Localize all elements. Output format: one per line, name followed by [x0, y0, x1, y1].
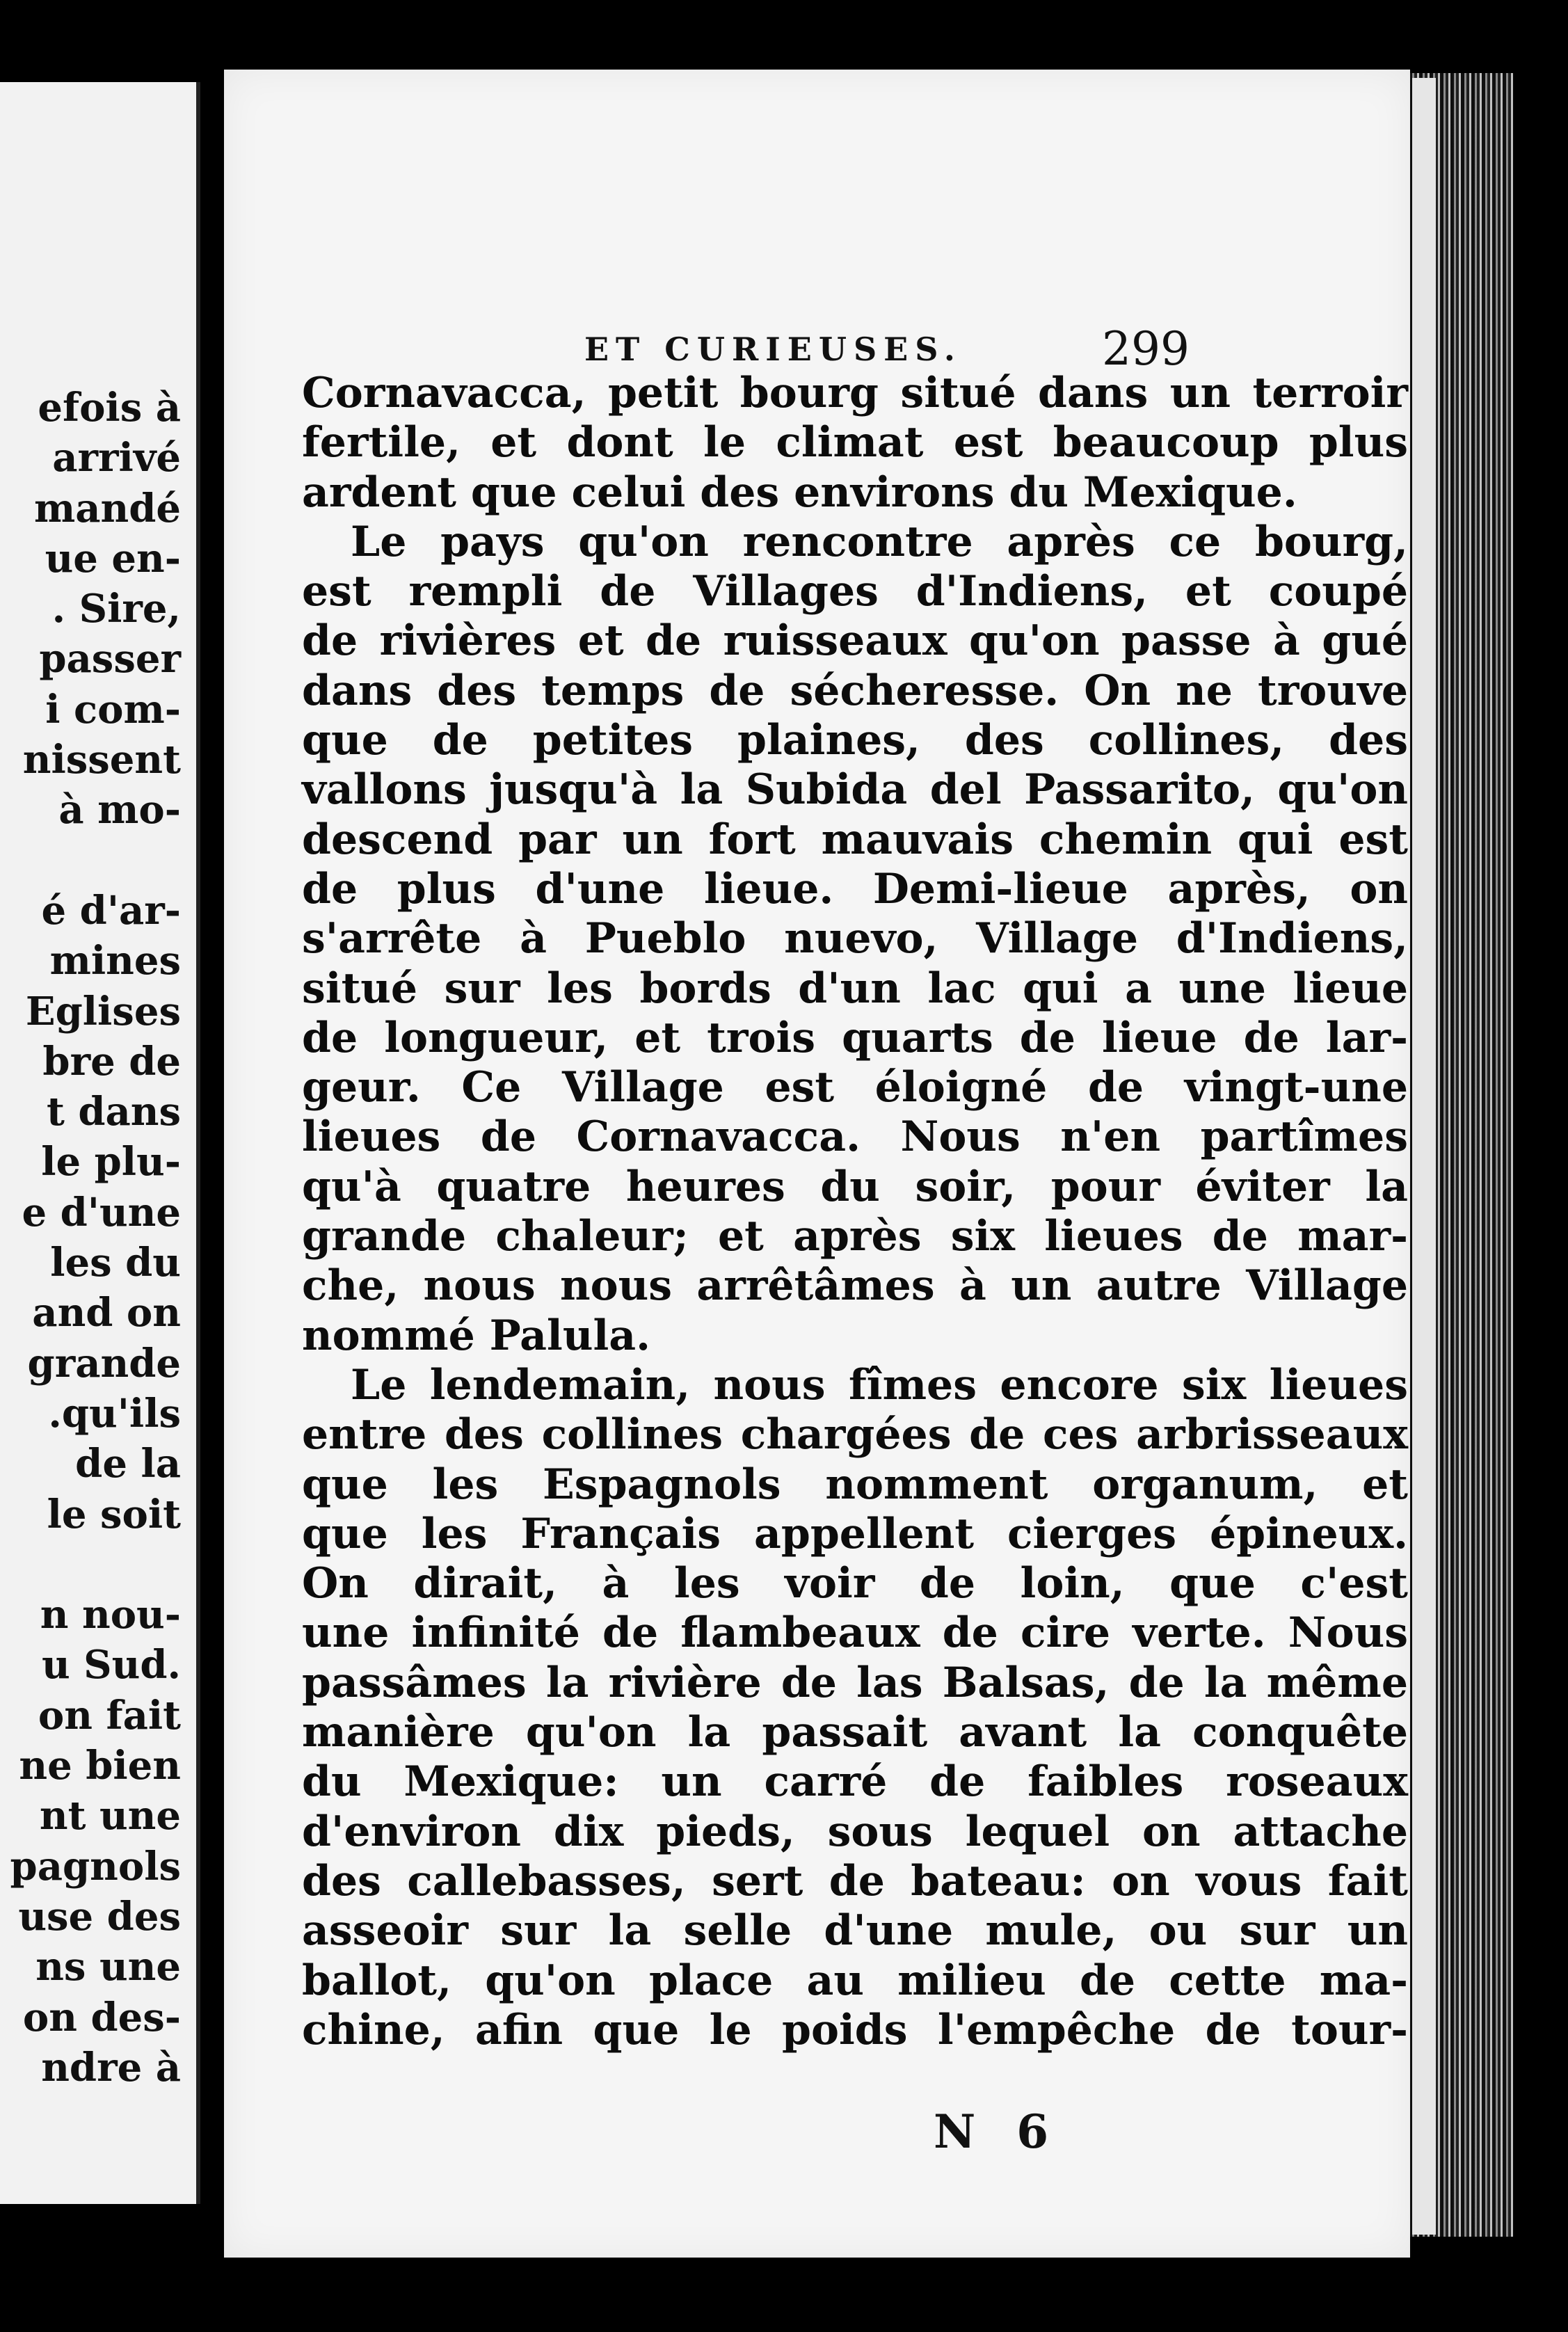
- left-page-line: le soit: [47, 1491, 181, 1538]
- left-page-line: on fait: [38, 1692, 181, 1739]
- text-line: On dirait, à les voir de loin, que c'est: [302, 1559, 1408, 1608]
- signature-mark: N 6: [934, 2105, 1062, 2159]
- text-line: Cornavacca, petit bourg situé dans un terroir: [302, 369, 1408, 417]
- left-page-line: use des: [18, 1893, 181, 1940]
- left-page-line: and on: [32, 1290, 181, 1336]
- left-page-line: nissent: [22, 737, 181, 783]
- text-line: une infinité de flambeaux de cire verte. Nous: [302, 1608, 1408, 1658]
- left-page-line: nt une: [39, 1793, 181, 1839]
- main-page: [224, 70, 1410, 2258]
- text-line: entre des collines chargées de ces arbrisseaux: [302, 1410, 1408, 1460]
- left-page-line: ndre à: [41, 2044, 181, 2091]
- text-line: dans des temps de sécheresse. On ne trouve: [302, 666, 1408, 715]
- left-page-line: on des-: [22, 1994, 181, 2040]
- left-page-line: é d'ar-: [41, 887, 181, 934]
- left-page-line: i com-: [45, 686, 181, 733]
- left-page-line: arrivé: [52, 435, 181, 481]
- left-page-line: à mo-: [58, 787, 181, 833]
- text-line: de longueur, et trois quarts de lieue de lar-: [302, 1013, 1408, 1062]
- text-line: fertile, et dont le climat est beaucoup plus: [302, 418, 1408, 468]
- left-page-line: le plu-: [41, 1139, 181, 1185]
- left-page-line: grande: [27, 1340, 181, 1387]
- text-line: passâmes la rivière de las Balsas, de la même: [302, 1658, 1408, 1707]
- text-line: que de petites plaines, des collines, des: [302, 716, 1408, 765]
- page-number: 299: [1102, 322, 1190, 376]
- text-line: que les Français appellent cierges épineux.: [302, 1509, 1408, 1558]
- text-line: chine, afin que le poids l'empêche de tour-: [302, 2005, 1408, 2054]
- left-page-line: e d'une: [22, 1189, 181, 1236]
- left-page-line: [10, 836, 181, 886]
- text-line: situé sur les bords d'un lac qui a une lieue: [302, 964, 1408, 1013]
- text-line: de plus d'une lieue. Demi-lieue après, on: [302, 864, 1408, 913]
- page-edge-paper: [1412, 78, 1436, 2235]
- text-line: que les Espagnols nomment organum, et: [302, 1460, 1408, 1509]
- text-line: d'environ dix pieds, sous lequel on attache: [302, 1807, 1408, 1856]
- left-page-line: ue en-: [45, 535, 181, 582]
- text-line: lieues de Cornavacca. Nous n'en partîmes: [302, 1112, 1408, 1162]
- text-line: geur. Ce Village est éloigné de vingt-une: [302, 1063, 1408, 1112]
- left-page-line: [10, 1540, 181, 1590]
- left-page-line: ns une: [35, 1944, 181, 1990]
- left-page-line: mandé: [33, 485, 181, 532]
- left-page-line: Eglises: [25, 988, 181, 1035]
- text-line: che, nous nous arrêtâmes à un autre Village: [302, 1261, 1408, 1311]
- text-line: ardent que celui des environs du Mexique.: [302, 468, 1297, 517]
- text-line: grande chaleur; et après six lieues de mar-: [302, 1212, 1408, 1261]
- text-line: descend par un fort mauvais chemin qui est: [302, 815, 1408, 864]
- left-page-line: ne bien: [19, 1743, 181, 1789]
- left-page-line: efois à: [38, 385, 181, 431]
- text-line: ballot, qu'on place au milieu de cette ma-: [302, 1956, 1408, 2005]
- left-page-fragment: [0, 82, 200, 2204]
- left-page-line: mines: [49, 938, 181, 984]
- left-page-line: de la: [75, 1441, 181, 1487]
- left-page-text: [10, 383, 181, 2093]
- text-line: est rempli de Villages d'Indiens, et coupé: [302, 567, 1408, 616]
- text-line: vallons jusqu'à la Subida del Passarito, qu'on: [302, 765, 1408, 815]
- text-line: s'arrête à Pueblo nuevo, Village d'Indiens,: [302, 914, 1408, 964]
- left-page-line: les du: [50, 1240, 181, 1286]
- left-page-line: t dans: [46, 1089, 181, 1135]
- text-line: du Mexique: un carré de faibles roseaux: [302, 1757, 1408, 1807]
- running-head: ET CURIEUSES.: [584, 330, 962, 368]
- left-page-line: passer: [39, 636, 181, 682]
- left-page-line: pagnols: [10, 1843, 181, 1890]
- text-line: qu'à quatre heures du soir, pour éviter la: [302, 1162, 1408, 1211]
- text-line: manière qu'on la passait avant la conquête: [302, 1708, 1408, 1757]
- left-page-line: . Sire,: [51, 586, 181, 632]
- text-line: Le lendemain, nous fîmes encore six lieues: [351, 1360, 1408, 1409]
- left-page-line: .qu'ils: [48, 1390, 181, 1437]
- text-line: asseoir sur la selle d'une mule, ou sur un: [302, 1906, 1408, 1956]
- text-line: de rivières et de ruisseaux qu'on passe à gué: [302, 616, 1408, 666]
- text-line: des callebasses, sert de bateau: on vous fait: [302, 1856, 1408, 1906]
- text-line: Le pays qu'on rencontre après ce bourg,: [351, 517, 1408, 566]
- left-page-line: n nou-: [40, 1592, 181, 1638]
- left-page-line: bre de: [42, 1038, 181, 1085]
- body-text: [302, 369, 1408, 2055]
- left-page-line: u Sud.: [41, 1642, 181, 1688]
- text-line: nommé Palula.: [302, 1311, 651, 1360]
